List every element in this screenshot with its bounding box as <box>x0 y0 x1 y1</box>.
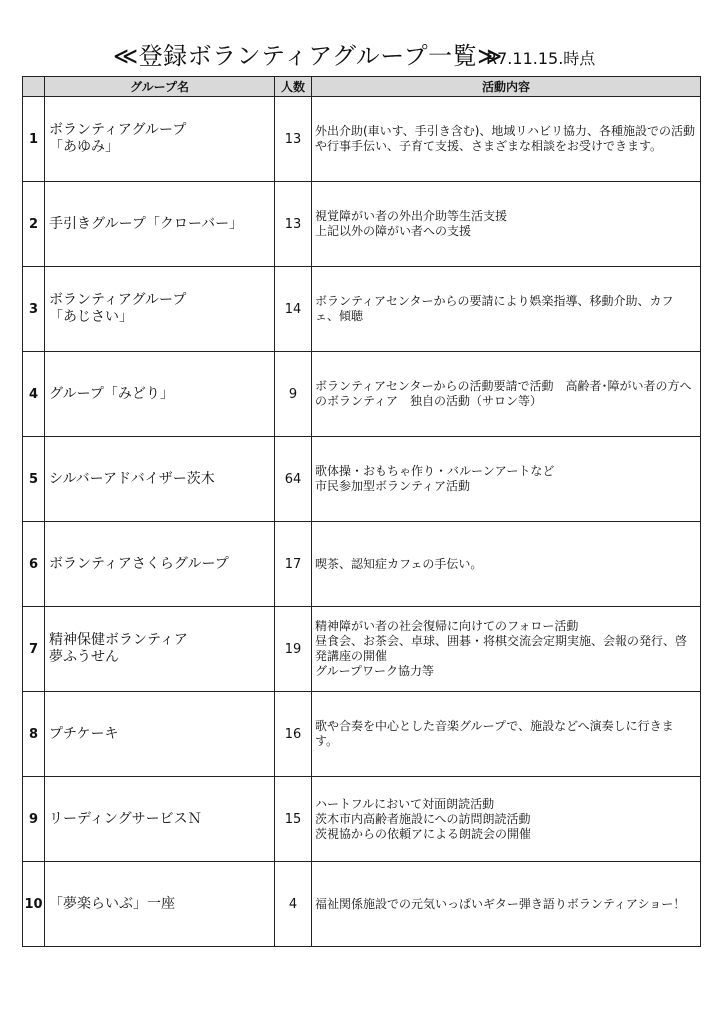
group-name-cell <box>45 777 275 862</box>
activity-line: ボランティアセンターからの活動要請で活動 高齢者･障がい者の方へのボランティア 独自の活動（サロン等） <box>315 379 692 408</box>
activity-line: 上記以外の障がい者への支援 <box>315 224 472 238</box>
activity-line: 喫茶、認知症カフェの手伝い。 <box>315 556 483 571</box>
group-name-line: 精神保健ボランティア <box>49 632 188 648</box>
activity-cell <box>312 182 701 267</box>
group-name-line: グループ「みどり」 <box>49 385 174 402</box>
volunteer-group-table <box>22 76 701 947</box>
member-count: 13 <box>275 97 312 182</box>
activity-line: 歌や合奏を中心とした音楽グループで、施設などへ演奏しに行きます。 <box>315 719 674 748</box>
activity-line: 市民参加型ボランティア活動 <box>315 479 471 493</box>
table-row <box>23 862 701 947</box>
group-name-line: ボランティアグループ <box>49 122 187 138</box>
group-name-line: ボランティアさくらグループ <box>49 555 229 572</box>
group-name-cell <box>45 862 275 947</box>
table-row <box>23 352 701 437</box>
group-name-cell <box>45 267 275 352</box>
activity-line: 昼食会、お茶会、卓球、囲碁・将棋交流会定期実施、会報の発行、啓発講座の開催 <box>315 634 688 663</box>
column-header-activity: 活動内容 <box>312 77 701 97</box>
row-number: 2 <box>23 182 45 267</box>
member-count: 64 <box>275 437 312 522</box>
row-number: 10 <box>23 862 45 947</box>
page-header <box>0 36 724 70</box>
group-name-line: 手引きグループ「クローバー」 <box>49 215 244 232</box>
activity-line: グループワーク協力等 <box>315 664 435 678</box>
group-name-cell <box>45 607 275 692</box>
group-name-line: 夢ふうせん <box>49 649 119 665</box>
table-row <box>23 437 701 522</box>
activity-line: 外出介助(車いす、手引き含む)、地域リハビリ協力、各種施設での活動や行事手伝い、子育て支援、さまざまな相談をお受けできます。 <box>315 124 696 153</box>
group-name-line: プチケーキ <box>49 725 119 742</box>
row-number: 3 <box>23 267 45 352</box>
table-row <box>23 522 701 607</box>
activity-cell <box>312 267 701 352</box>
activity-cell <box>312 607 701 692</box>
group-name-line: 「あじさい」 <box>49 309 133 325</box>
row-number: 6 <box>23 522 45 607</box>
activity-line: ハートフルにおいて対面朗読活動 <box>315 796 495 811</box>
member-count: 9 <box>275 352 312 437</box>
table-row <box>23 267 701 352</box>
as-of-date: R7.11.15.時点 <box>486 49 596 68</box>
table-row <box>23 182 701 267</box>
activity-cell <box>312 862 701 947</box>
table-row <box>23 607 701 692</box>
group-name-line: 「あゆみ」 <box>49 139 119 155</box>
page-title: ≪登録ボランティアグループ一覧≫ <box>113 42 503 70</box>
row-number: 9 <box>23 777 45 862</box>
member-count: 14 <box>275 267 312 352</box>
activity-cell <box>312 777 701 862</box>
group-name-cell <box>45 437 275 522</box>
activity-line: 精神障がい者の社会復帰に向けてのフォロー活動 <box>315 619 579 633</box>
group-name-line: 「夢楽らいぶ」一座 <box>49 895 175 912</box>
activity-line: 茨木市内高齢者施設にへの訪問朗読活動 <box>315 811 531 826</box>
group-name-cell <box>45 97 275 182</box>
member-count: 19 <box>275 607 312 692</box>
activity-cell <box>312 97 701 182</box>
member-count: 4 <box>275 862 312 947</box>
table-row <box>23 692 701 777</box>
activity-cell <box>312 352 701 437</box>
group-name-line: シルバーアドバイザー茨木 <box>49 470 215 487</box>
row-number: 8 <box>23 692 45 777</box>
activity-line: 福祉関係施設での元気いっぱいギター弾き語りボランティアショー！ <box>315 896 686 911</box>
row-number: 4 <box>23 352 45 437</box>
group-name-line: リーディングサービスＮ <box>49 810 202 827</box>
group-name-cell <box>45 352 275 437</box>
group-name-line: ボランティアグループ <box>49 292 187 308</box>
member-count: 16 <box>275 692 312 777</box>
activity-line: 歌体操・おもちゃ作り・バルーンアートなど <box>315 464 555 478</box>
column-header-number <box>23 77 45 97</box>
activity-cell <box>312 522 701 607</box>
activity-cell <box>312 692 701 777</box>
table-header-row <box>23 77 701 97</box>
table-row <box>23 777 701 862</box>
activity-line: ボランティアセンターからの要請により娯楽指導、移動介助、カフェ、傾聴 <box>315 294 674 323</box>
member-count: 17 <box>275 522 312 607</box>
column-header-group-name: グループ名 <box>45 77 275 97</box>
activity-line: 視覚障がい者の外出介助等生活支援 <box>315 209 508 223</box>
row-number: 7 <box>23 607 45 692</box>
row-number: 1 <box>23 97 45 182</box>
group-name-cell <box>45 182 275 267</box>
group-name-cell <box>45 692 275 777</box>
row-number: 5 <box>23 437 45 522</box>
member-count: 13 <box>275 182 312 267</box>
activity-line: 茨視協からの依頼アによる朗読会の開催 <box>315 826 532 841</box>
group-name-cell <box>45 522 275 607</box>
table-row <box>23 97 701 182</box>
column-header-member-count: 人数 <box>275 77 312 97</box>
activity-cell <box>312 437 701 522</box>
member-count: 15 <box>275 777 312 862</box>
